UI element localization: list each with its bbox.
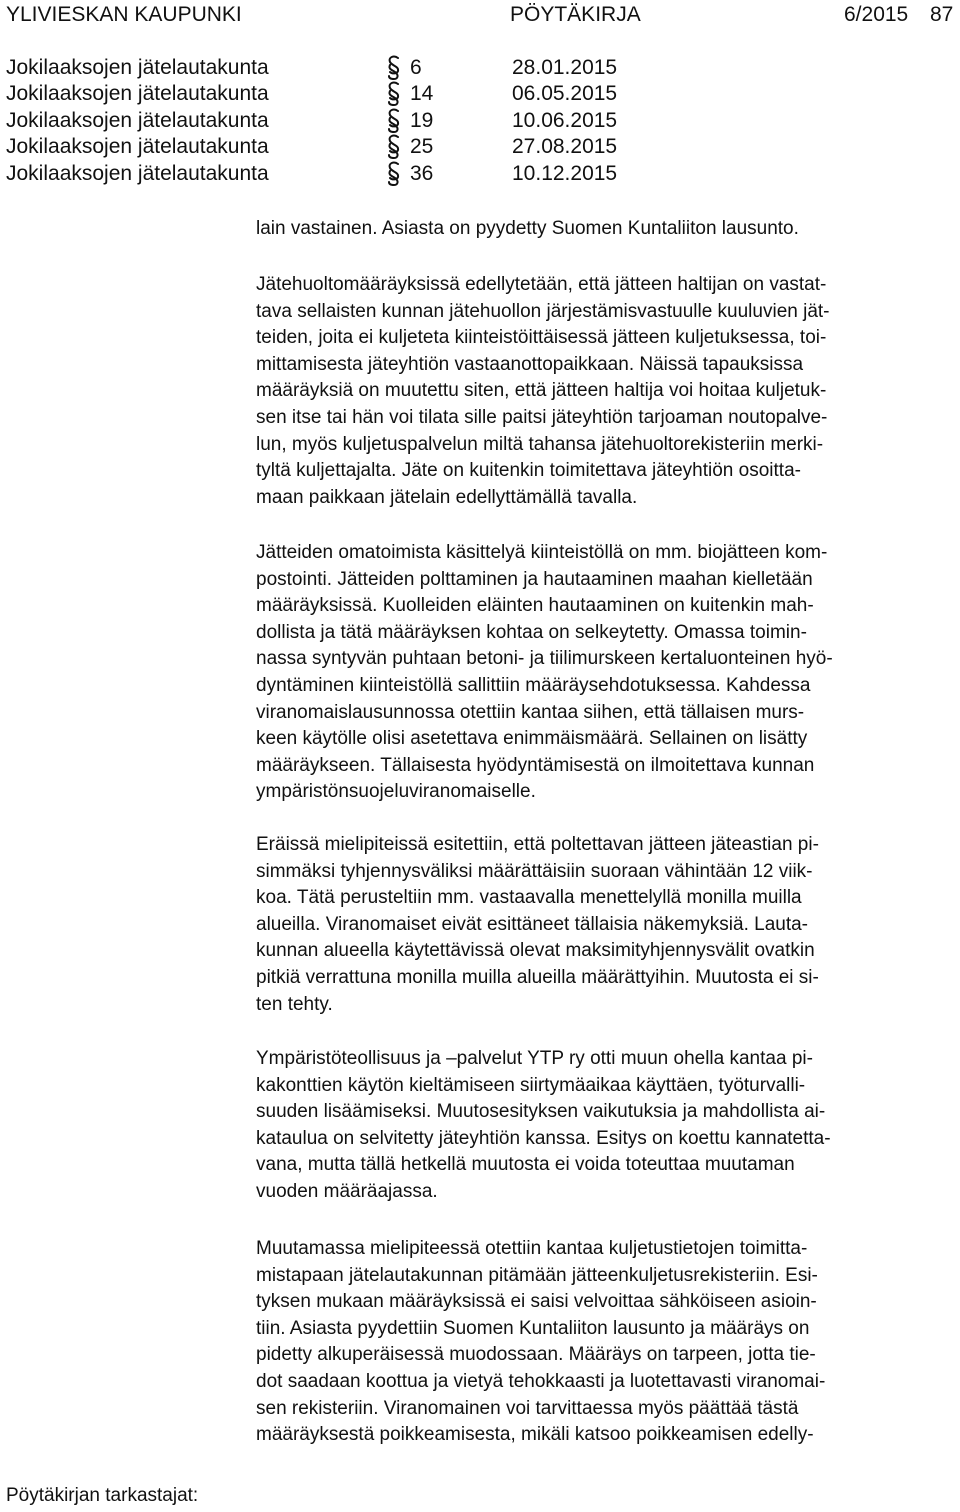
text-line: pitkiä verrattuna monilla muilla alueilla määrättyihin. Muutosta ei si- [256, 966, 819, 988]
meeting-body: Jokilaaksojen jätelautakunta [6, 108, 269, 132]
meeting-section: 25 [410, 135, 434, 159]
meeting-body: Jokilaaksojen jätelautakunta [6, 82, 269, 106]
text-line: vana, mutta tällä hetkellä muutosta ei voida toteuttaa muutaman [256, 1154, 795, 1176]
text-line: tyksen mukaan määräyksissä ei saisi velvoittaa sähköiseen asioin- [256, 1291, 817, 1313]
text-line: viranomaislausunnossa otettiin kantaa siihen, että tällaisen murs- [256, 701, 805, 723]
text-line: koa. Tätä perusteltiin mm. vastaavalla menettelyllä monilla muilla [256, 887, 802, 909]
text-line: ten tehty. [256, 993, 333, 1015]
section-sign-icon [386, 55, 404, 81]
text-line: Jätehuoltomääräyksissä edellytetään, että jätteen haltijan on vastat- [256, 274, 827, 295]
text-line: simmäksi tyhjennysväliksi määrättäisiin suoraan vähintään 12 viik- [256, 860, 813, 882]
page-number: 87 [930, 3, 954, 26]
meeting-date: 10.06.2015 [512, 108, 618, 132]
paragraph-emptying-interval [256, 832, 946, 1018]
text-line: määräykseen. Tällaisesta hyödyntämisestä on ilmoitettava kunnan [256, 754, 815, 776]
text-line: tava sellaisten kunnan jätehuollon järjestämisvastuulle kuuluvien jät- [256, 300, 830, 322]
meeting-body: Jokilaaksojen jätelautakunta [6, 135, 269, 159]
organization-name: YLIVIESKAN KAUPUNKI [6, 3, 242, 26]
text-line: tiin. Asiasta pyydettiin Suomen Kuntaliiton lausunto ja määräys on [256, 1317, 810, 1339]
meeting-section: 6 [410, 56, 422, 79]
meeting-section: 14 [410, 82, 434, 106]
meeting-section: 19 [410, 108, 434, 132]
text-line: määräyksiä on muutettu siten, että jätteen haltija voi hoitaa kuljetuk- [256, 380, 827, 402]
meeting-row [6, 81, 706, 107]
paragraph-self-treatment [256, 540, 946, 806]
meeting-date: 06.05.2015 [512, 82, 618, 106]
text-line: sen rekisteriin. Viranomainen voi tarvittaessa myös päättää tästä [256, 1397, 799, 1419]
text-line: lun, myös kuljetuspalvelun miltä tahansa jätehuoltorekisteriin merki- [256, 433, 824, 455]
text-line: postointi. Jätteiden polttaminen ja hautaaminen maahan kielletään [256, 568, 813, 590]
text-line: pidetty alkuperäisessä muodossaan. Määräys on tarpeen, jotta tie- [256, 1344, 816, 1366]
minutes-inspectors-label: Pöytäkirjan tarkastajat: [6, 1485, 199, 1506]
text-line: sen itse tai hän voi tilata sille paitsi jäteyhtiön tarjoaman noutopalve- [256, 406, 828, 428]
text-line: nassa syntyvän puhtaan betoni- ja tiilimurskeen kertaluonteinen hyö- [256, 648, 833, 670]
text-line: mistapaan jätelautakunnan pitämään jätteenkuljetusrekisteriin. Esi- [256, 1264, 818, 1286]
meeting-row [6, 134, 706, 160]
text-line: kataulua on selvitetty jäteyhtiön kanssa. Esitys on koettu kannatetta- [256, 1127, 831, 1149]
text-line: kunnan alueella käytettävissä olevat maksimityhjennysvälit ovatkin [256, 940, 815, 962]
meeting-body: Jokilaaksojen jätelautakunta [6, 161, 269, 185]
paragraph-intro [256, 216, 946, 243]
section-sign-icon [386, 134, 404, 160]
text-line: dot saadaan koottua ja vietyä tehokkaasti ja luotettavasti viranomai- [256, 1370, 826, 1392]
text-line: määräyksissä. Kuolleiden eläinten hautaaminen on kuitenkin mah- [256, 595, 814, 617]
paragraph-waste-transport [256, 272, 946, 511]
text-line: mittamisesta jäteyhtiön vastaanottopaikkaan. Näissä tapauksissa [256, 353, 804, 375]
paragraph-transport-records [256, 1236, 946, 1449]
meeting-row [6, 55, 706, 81]
text-line: dyntäminen kiinteistöllä sallittiin määräysehdotuksessa. Kahdessa [256, 674, 811, 696]
text-line: Ympäristöteollisuus ja –palvelut YTP ry otti muun ohella kantaa pi- [256, 1048, 813, 1069]
text-line: maan paikkaan jätelain edellyttämällä tavalla. [256, 486, 638, 508]
text-line: teiden, joita ei kuljeteta kiinteistöittäisessä jätteen kuljetuksessa, toi- [256, 327, 827, 349]
text-line: vuoden määräajassa. [256, 1180, 438, 1202]
meeting-date: 27.08.2015 [512, 135, 618, 159]
meeting-date: 28.01.2015 [512, 56, 618, 79]
document-number: 6/2015 [844, 3, 909, 26]
meeting-row [6, 108, 706, 134]
meeting-date: 10.12.2015 [512, 161, 618, 185]
document-type: PÖYTÄKIRJA [510, 3, 641, 26]
meeting-list [6, 55, 706, 187]
text-line: lain vastainen. Asiasta on pyydetty Suomen Kuntaliiton lausunto. [256, 218, 799, 239]
paragraph-ytp-comment [256, 1046, 946, 1206]
text-line: tyltä kuljettajalta. Jäte on kuitenkin toimitettava jäteyhtiön osoitta- [256, 460, 801, 482]
text-line: kakonttien käytön kieltämiseen siirtymäaikaa käyttäen, työturvalli- [256, 1074, 806, 1096]
meeting-section: 36 [410, 161, 434, 185]
text-line: dollista ja tätä määräyksen kohtaa on selkeytetty. Omassa toimin- [256, 621, 807, 643]
text-line: keen käytölle olisi asetettava enimmäismäärä. Sellainen on lisätty [256, 728, 808, 750]
text-line: Jätteiden omatoimista käsittelyä kiinteistöllä on mm. biojätteen kom- [256, 542, 828, 563]
meeting-row [6, 161, 706, 187]
text-line: Eräissä mielipiteissä esitettiin, että poltettavan jätteen jäteastian pi- [256, 834, 819, 855]
text-line: alueilla. Viranomaiset eivät esittäneet tällaisia näkemyksiä. Lauta- [256, 913, 809, 935]
text-line: Muutamassa mielipiteessä otettiin kantaa kuljetustietojen toimitta- [256, 1238, 808, 1259]
meeting-body: Jokilaaksojen jätelautakunta [6, 56, 269, 79]
section-sign-icon [386, 81, 404, 107]
text-line: määräyksestä poikkeamisesta, mikäli katsoo poikkeamisen edelly- [256, 1424, 814, 1446]
text-line: suuden lisäämiseksi. Muutosesityksen vaikutuksia ja mahdollista ai- [256, 1101, 826, 1123]
text-line: ympäristönsuojeluviranomaiselle. [256, 781, 536, 803]
section-sign-icon [386, 161, 404, 187]
section-sign-icon [386, 108, 404, 134]
